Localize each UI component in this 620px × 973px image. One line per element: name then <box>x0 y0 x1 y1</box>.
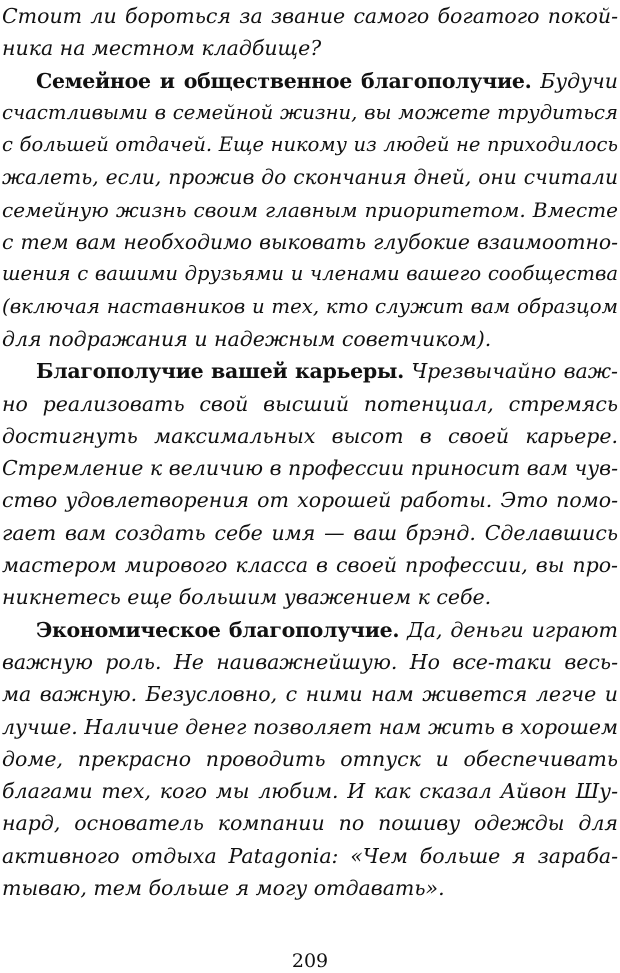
text-line <box>2 355 618 387</box>
text-line: лучше. Наличие денег позволяет нам жить в хорошем <box>2 714 618 739</box>
text-line: благами тех, кого мы любим. И как сказал Айвон Шу- <box>2 779 618 804</box>
text-line: счастливыми в семейной жизни, вы можете трудиться <box>2 100 618 124</box>
text-line: шения с вашими друзьями и членами вашего сообщества <box>2 262 618 286</box>
economic-heading: Экономическое благополучие. <box>36 617 400 642</box>
text-line: Стоит ли бороться за звание самого богатого покой- <box>2 4 618 28</box>
career-heading: Благополучие вашей карьеры. <box>36 359 404 384</box>
career-paragraph <box>2 355 618 613</box>
text-line: семейную жизнь своим главным приоритетом. Вместе <box>2 197 618 222</box>
text-line: достигнуть максимальных высот в своей карьере. <box>2 423 618 448</box>
text-line: но реализовать свой высший потенциал, стремясь <box>2 391 618 416</box>
text-line: ма важную. Безусловно, с ними нам живется легче и <box>2 682 618 707</box>
body-text <box>2 0 618 904</box>
text-line <box>2 65 618 97</box>
text-line: нард, основатель компании по пошиву одежды для <box>2 811 618 836</box>
text-line: Стремление к величию в профессии приносит вам чув- <box>2 456 618 481</box>
text-line: тываю, тем больше я могу отдавать». <box>2 876 445 901</box>
family-heading: Семейное и общественное благополучие. <box>36 68 532 93</box>
text-line: важную роль. Не наиважнейшую. Но все-таки весь- <box>2 649 618 674</box>
text-line: с тем вам необходимо выковать глубокие взаимоотно- <box>2 230 618 255</box>
economic-paragraph <box>2 614 618 905</box>
text-line: доме, прекрасно проводить отпуск и обеспечивать <box>2 746 618 771</box>
text-line: с большей отдачей. Еще никому из людей не приходилось <box>2 133 618 157</box>
text-line: ство удовлетворения от хорошей работы. Это помо- <box>2 488 618 513</box>
family-paragraph <box>2 65 618 356</box>
text-line: (включая наставников и тех, кто служит вам образцом <box>2 294 618 318</box>
career-first-tail: Чрезвычайно важ- <box>411 359 618 384</box>
text-line: для подражания и надежным советчиком). <box>2 326 492 351</box>
text-line: активного отдыха Patagonia: «Чем больше я зараба- <box>2 843 618 868</box>
economic-first-tail: Да, деньги играют <box>407 617 618 642</box>
text-line <box>2 614 618 646</box>
intro-paragraph <box>2 0 618 65</box>
text-line: ника на местном кладбище? <box>2 36 322 61</box>
family-first-tail: Будучи <box>540 68 618 93</box>
page-number: 209 <box>291 950 329 972</box>
text-line: мастером мирового класса в своей профессии, вы про- <box>2 553 618 578</box>
text-line: гает вам создать себе имя — ваш брэнд. Сделавшись <box>2 520 618 545</box>
text-line: никнетесь еще большим уважением к себе. <box>2 585 492 610</box>
text-line: жалеть, если, прожив до скончания дней, они считали <box>2 165 618 190</box>
